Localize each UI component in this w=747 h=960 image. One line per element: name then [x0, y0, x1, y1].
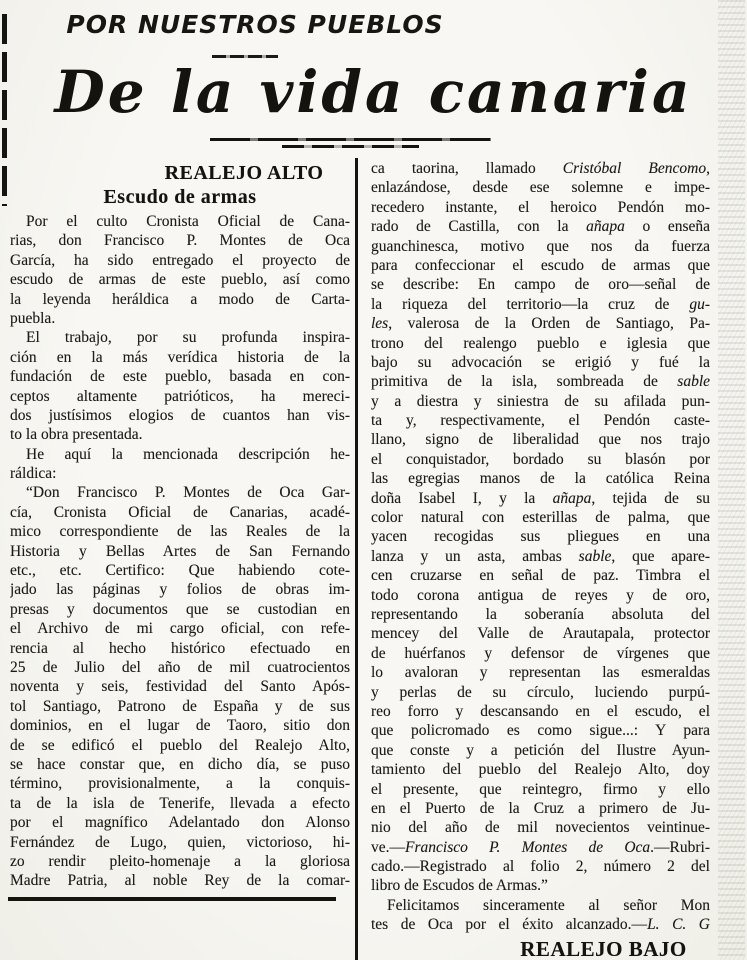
text-line: se describe: En campo de oro—señal de — [371, 276, 710, 294]
text-line: representando la soberanía absoluta del — [371, 605, 710, 623]
text-line: el Archivo de mi cargo oficial, con refe- — [10, 620, 350, 638]
text-line: He aquí la mencionada descripción he- — [26, 445, 350, 463]
kicker-headline: POR NUESTROS PUEBLOS — [66, 10, 444, 39]
text-line: rencia al hecho histórico efectuado en — [10, 639, 350, 657]
text-line: la leyenda heráldica a modo de Carta- — [10, 290, 350, 308]
text-line: primitiva de la isla, sombreada de sable — [371, 373, 710, 391]
text-line: rado de Castilla, con la añapa o enseña — [371, 218, 710, 236]
text-line: color natural con esterillas de palma, que — [371, 509, 710, 527]
text-line: las egregias manos de la católica Reina — [371, 470, 710, 488]
text-line: noventa y seis, festividad del Santo Após- — [10, 678, 350, 696]
text-line: cado.—Registrado al folio 2, número 2 del — [371, 858, 710, 876]
text-line: trono del realengo pueblo e iglesia que — [371, 334, 710, 352]
headline-rule-short — [282, 145, 419, 148]
text-line: el conquistador, bordado su blasón por — [371, 450, 710, 468]
text-line: bajo su advocación se erigió y fué la — [371, 353, 710, 371]
text-line: ta y, respectivamente, el Pendón caste- — [371, 412, 710, 430]
column-divider — [355, 158, 358, 960]
text-line: y a diestra y siniestra de su afilada pun- — [371, 392, 710, 410]
text-line: doña Isabel I, y la añapa, tejida de su — [371, 489, 710, 507]
text-line: cía, Cronista Oficial de Canarias, acadé- — [10, 503, 350, 521]
text-line: enlazándose, desde ese solemne e impe- — [371, 179, 710, 197]
text-line: rias, don Francisco P. Montes de Oca — [10, 232, 350, 250]
text-line: la riqueza del territorio—la cruz de gu- — [371, 295, 710, 313]
text-line: cen cruzarse en señal de paz. Timbra el — [371, 567, 710, 585]
left-column — [10, 162, 350, 891]
main-headline: De la vida canaria — [54, 58, 693, 126]
text-line: Madre Patria, al noble Rey de la comar- — [10, 872, 350, 890]
headline-rule-long — [210, 138, 491, 141]
text-line: ve.—Francisco P. Montes de Oca.—Rubri- — [371, 838, 710, 856]
text-line: que policromado es como sigue...: Y para — [371, 722, 710, 740]
text-line: to la obra presentada. — [10, 426, 143, 444]
text-line: ca taorina, llamado Cristóbal Bencomo, — [371, 160, 710, 177]
text-line: tes de Oca por el éxito alcanzado.—L. C. G — [371, 916, 710, 934]
text-line: 25 de Julio del año de mil cuatrocientos — [10, 658, 350, 676]
text-line: zo rendir pleito-homenaje a la gloriosa — [10, 852, 350, 870]
left-column-subheading: Escudo de armas — [103, 186, 257, 208]
text-line: ción en la más verídica historia de la — [10, 348, 350, 366]
text-line: ráldica: — [10, 465, 57, 483]
text-line: puebla. — [10, 309, 56, 327]
paragraph — [371, 159, 710, 896]
text-line: dominios, en el lugar de Taoro, sitio don — [10, 717, 350, 735]
text-line: jado las páginas y folios de obras im- — [10, 581, 350, 599]
text-line: tol Santiago, Patrono de España y de sus — [10, 697, 350, 715]
paragraph — [371, 896, 710, 935]
text-line: lanza y un asta, ambas sable, que apare- — [371, 547, 710, 565]
left-column-heading: REALEJO ALTO — [164, 162, 324, 184]
text-line: Por el culto Cronista Oficial de Cana- — [26, 213, 350, 230]
text-line: ceptos altamente patrióticos, ha mereci- — [10, 387, 350, 405]
text-line: el presente, que reintegro, firmo y ello — [371, 780, 710, 798]
text-line: escudo de armas de este pueblo, así como — [10, 271, 350, 289]
text-line: por el magnífico Adelantado don Alonso — [10, 814, 350, 832]
text-line: etc., etc. Certifico: Que habiendo cote- — [10, 562, 350, 580]
text-line: les, valerosa de la Orden de Santiago, Pa- — [371, 315, 710, 333]
text-line: para confeccionar el escudo de armas que — [371, 256, 710, 274]
text-line: El trabajo, por su profunda inspira- — [26, 329, 350, 347]
text-line: ta de la isla de Tenerife, llevada a efecto — [10, 794, 350, 812]
text-line: Felicitamos sinceramente al señor Mon — [387, 896, 710, 914]
text-line: libro de Escudos de Armas.” — [371, 877, 548, 895]
text-line: yacen recogidas sus pliegues en una — [371, 528, 710, 546]
text-line: tamiento del pueblo del Realejo Alto, doy — [371, 761, 710, 779]
left-column-paragraphs — [10, 212, 350, 891]
text-line: guanchinesca, motivo que nos da fuerza — [371, 237, 710, 255]
section-divider-rule — [8, 897, 336, 901]
text-line: de huérfanos y defensor de vírgenes que — [371, 644, 710, 662]
text-line: y perlas de su círculo, luciendo purpú- — [371, 683, 710, 701]
text-line: dos justísimos elogios de cuantos han vis- — [10, 406, 350, 424]
text-line: “Don Francisco P. Montes de Oca Gar- — [26, 484, 350, 502]
text-line: García, ha sido entregado el proyecto de — [10, 251, 350, 269]
paragraph — [10, 328, 350, 444]
text-line: término, provisionalmente, a la conquis- — [10, 775, 350, 793]
text-line: Historia y Bellas Artes de San Fernando — [10, 542, 350, 560]
next-section-heading: REALEJO BAJO — [520, 936, 687, 960]
text-line: que conste y a petición del Ilustre Ayun- — [371, 741, 710, 759]
text-line: de se edificó el pueblo del Realejo Alto, — [10, 736, 350, 754]
text-line: en el Puerto de la Cruz a primero de Ju- — [371, 799, 710, 817]
scan-noise-strip — [718, 0, 745, 960]
text-line: presas y documentos que se custodian en — [10, 600, 350, 618]
text-line: llano, signo de liberalidad que nos trajo — [371, 431, 710, 449]
paragraph — [10, 483, 350, 890]
text-line: todo corona antigua de reyes y de oro, — [371, 586, 710, 604]
paragraph — [10, 445, 350, 484]
text-line: recedero instante, el heroico Pendón mo- — [371, 198, 710, 216]
right-column-paragraphs — [371, 159, 710, 935]
text-line: fundación de este pueblo, basada en con- — [10, 368, 350, 386]
text-line: nio del año de mil novecientos veintinue- — [371, 819, 710, 837]
text-line: mico correspondiente de las Reales de la — [10, 523, 350, 541]
text-line: lo avaloran y representan las esmeraldas — [371, 664, 710, 682]
right-column — [371, 159, 710, 960]
text-line: reo forro y descansando en el escudo, el — [371, 702, 710, 720]
text-line: se hace constar que, en dicho día, se puso — [10, 755, 350, 773]
text-line: Fernández de Lugo, quien, victorioso, hi- — [10, 833, 350, 851]
paragraph — [10, 212, 350, 328]
text-line: mencey del Valle de Arautapala, protector — [371, 625, 710, 643]
